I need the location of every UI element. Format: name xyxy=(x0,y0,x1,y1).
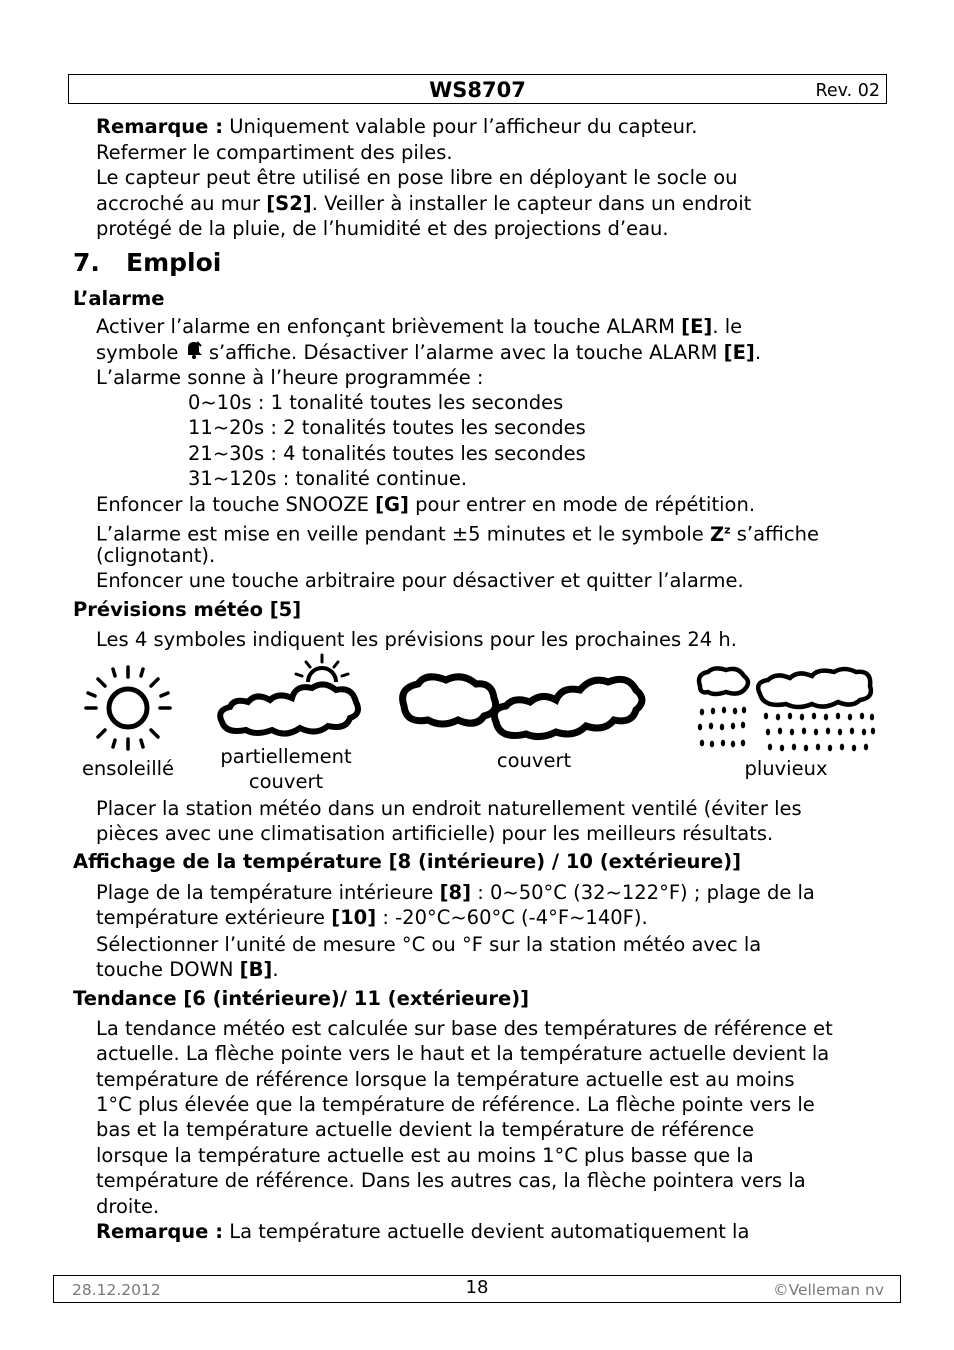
bell-icon xyxy=(185,340,203,367)
alarm-step: 0~10s : 1 tonalité toutes les secondes xyxy=(188,391,564,414)
alarm-heading: L’alarme xyxy=(73,287,165,310)
alarm-paragraph: L’alarme sonne à l’heure programmée : xyxy=(96,366,484,389)
temperature-paragraph: touche DOWN [B]. xyxy=(96,958,279,981)
forecast-paragraph: Les 4 symboles indiquent les prévisions pour les prochaines 24 h. xyxy=(96,628,737,651)
forecast-heading: Prévisions météo [5] xyxy=(73,598,302,621)
temperature-heading: Affichage de la température [8 (intérieure) / 10 (extérieure)] xyxy=(73,850,742,873)
trend-line: lorsque la température actuelle est au moins 1°C plus basse que la xyxy=(96,1144,754,1167)
intro-line: Le capteur peut être utilisé en pose libre en déployant le socle ou xyxy=(96,166,738,189)
trend-line: 1°C plus élevée que la température de référence. La flèche pointe vers le xyxy=(96,1093,815,1116)
revision-label: Rev. 02 xyxy=(815,81,880,101)
trend-line: droite. xyxy=(96,1195,160,1218)
trend-line: température de référence. Dans les autres cas, la flèche pointera vers la xyxy=(96,1169,806,1192)
alarm-step: 11~20s : 2 tonalités toutes les secondes xyxy=(188,416,586,439)
footer-date: 28.12.2012 xyxy=(72,1281,161,1299)
forecast-paragraph: Placer la station météo dans un endroit naturellement ventilé (éviter les xyxy=(96,797,802,820)
page-header xyxy=(68,74,887,104)
partly-cloudy-caption: couvert xyxy=(248,770,324,793)
document-title: WS8707 xyxy=(429,78,526,102)
alarm-step: 31~120s : tonalité continue. xyxy=(188,467,468,490)
alarm-step: 21~30s : 4 tonalités toutes les secondes xyxy=(188,442,586,465)
page-number: 18 xyxy=(465,1277,489,1298)
page-footer xyxy=(53,1275,901,1303)
partly-cloudy-caption: partiellement xyxy=(220,745,352,768)
section-heading: 7. Emploi xyxy=(73,248,222,277)
intro-note: Remarque : Uniquement valable pour l’afficheur du capteur. xyxy=(96,115,698,138)
trend-line: bas et la température actuelle devient la température de référence xyxy=(96,1118,755,1141)
alarm-paragraph: symbole s’affiche. Désactiver l’alarme avec la touche ALARM [E]. xyxy=(96,340,761,367)
alarm-paragraph: Activer l’alarme en enfonçant brièvement la touche ALARM [E]. le xyxy=(96,315,743,338)
snooze-icon: $Z^z$ xyxy=(709,522,731,546)
temperature-paragraph: température extérieure [10] : -20°C~60°C (-4°F~140F). xyxy=(96,906,648,929)
cloudy-icon xyxy=(396,666,650,746)
footer-copyright: ©Velleman nv xyxy=(773,1281,884,1299)
alarm-paragraph: (clignotant). xyxy=(96,544,216,567)
rain-icon xyxy=(694,664,878,754)
intro-line: accroché au mur [S2]. Veiller à installer le capteur dans un endroit xyxy=(96,192,752,215)
sunny-caption: ensoleillé xyxy=(81,757,175,780)
alarm-paragraph: Enfoncer la touche SNOOZE [G] pour entrer en mode de répétition. xyxy=(96,493,756,516)
cloudy-caption: couvert xyxy=(496,749,572,772)
intro-line: protégé de la pluie, de l’humidité et des projections d’eau. xyxy=(96,217,669,240)
temperature-paragraph: Sélectionner l’unité de mesure °C ou °F sur la station météo avec la xyxy=(96,933,762,956)
trend-note: Remarque : La température actuelle devient automatiquement la xyxy=(96,1220,750,1243)
trend-heading: Tendance [6 (intérieure)/ 11 (extérieure)] xyxy=(73,987,530,1010)
alarm-paragraph: Enfoncer une touche arbitraire pour désactiver et quitter l’alarme. xyxy=(96,569,744,592)
sun-icon xyxy=(80,663,176,753)
trend-line: température de référence lorsque la température actuelle est au moins xyxy=(96,1068,795,1091)
partly-cloudy-icon xyxy=(212,652,364,742)
intro-line: Refermer le compartiment des piles. xyxy=(96,141,453,164)
temperature-paragraph: Plage de la température intérieure [8] : 0~50°C (32~122°F) ; plage de la xyxy=(96,881,815,904)
rainy-caption: pluvieux xyxy=(744,757,828,780)
forecast-paragraph: pièces avec une climatisation artificielle) pour les meilleurs résultats. xyxy=(96,822,774,845)
alarm-paragraph: L’alarme est mise en veille pendant ±5 minutes et le symbole $Z^z$ s’affiche xyxy=(96,522,819,546)
trend-line: La tendance météo est calculée sur base des températures de référence et xyxy=(96,1017,833,1040)
trend-line: actuelle. La flèche pointe vers le haut et la température actuelle devient la xyxy=(96,1042,830,1065)
